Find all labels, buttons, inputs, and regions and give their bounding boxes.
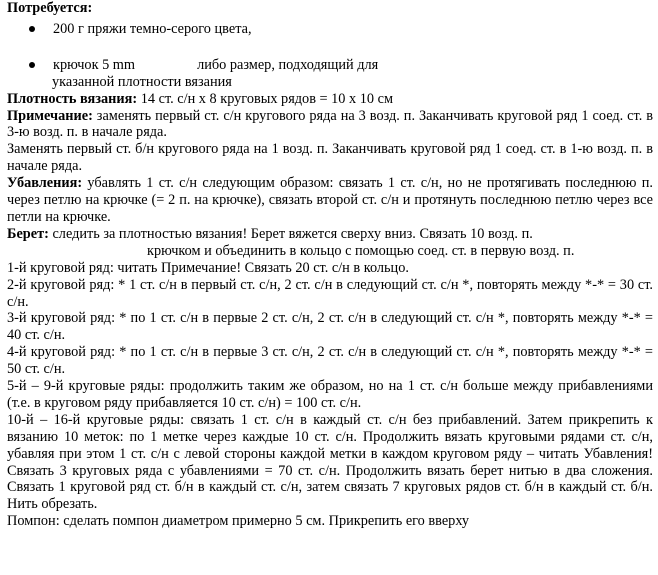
beret-text-2: крючком и объединить в кольцо с помощью соед. ст. в первую возд. п.	[147, 242, 575, 259]
materials-item-hook-size: крючок 5 mm	[53, 56, 136, 73]
row-3: 3-й круговой ряд: * по 1 ст. с/н в первые 2 ст. с/н, 2 ст. с/н в следующий ст. с/н *, повторять между *-* = 40 ст. с/н.	[7, 310, 653, 344]
decrease-paragraph	[7, 175, 653, 226]
row-10-16: 10-й – 16-й круговые ряды: связать 1 ст. с/н в каждый ст. с/н без прибавлений. Затем прикрепить к вязанию 10 меток: по 1 метке через каждые 10 ст. с/н. Продолжить вязать круговыми рядами ст. с/н, убавляя при этом 1 ст. с/н с левой стороны каждой метки в каждом круговом ряду – читать Убавления! Связать 3 круговых ряда с убавлениями = 70 ст. с/н. Продолжить вязать берет нитью в два сложения. Связать 1 круговой ряд ст. б/н в каждый ст. с/н, затем связать 7 круговых рядов ст. б/н в каждый ст. б/н. Нить обрезать.	[7, 411, 653, 513]
materials-list	[7, 21, 653, 91]
decrease-text: убавлять 1 ст. с/н следующим образом: связать 1 ст. с/н, но не протягивать последнюю п. через петлю на крючке (= 2 п. на крючке), связать второй ст. с/н и протянуть последнюю петлю через все петли на крючке.	[7, 175, 653, 225]
beret-text-1: следить за плотностью вязания! Берет вяжется сверху вниз. Связать 10 возд. п.	[48, 225, 533, 242]
pompom-paragraph: Помпон: сделать помпон диаметром примерно 5 см. Прикрепить его вверху	[7, 513, 470, 530]
row-2: 2-й круговой ряд: * 1 ст. с/н в первый ст. с/н, 2 ст. с/н в следующий ст. с/н *, повторять между *-* = 30 ст. с/н.	[7, 276, 653, 310]
materials-item-hook-alt: либо размер, подходящий для	[197, 56, 379, 73]
gauge-paragraph	[7, 91, 653, 108]
note-paragraph-2: Заменять первый ст. б/н кругового ряда на 1 возд. п. Заканчивать круговой ряд 1 соед. ст. в 1-ю возд. п. в начале ряда.	[7, 141, 653, 175]
row-5-9: 5-й – 9-й круговые ряды: продолжить таким же образом, но на 1 ст. с/н больше между прибавлениями (т.е. в круговом ряду прибавляется 10 ст. с/н) = 100 ст. с/н.	[7, 378, 653, 411]
note-paragraph	[7, 108, 653, 142]
decrease-label: Убавления:	[7, 175, 83, 192]
materials-item-hook-cont: указанной плотности вязания	[52, 73, 232, 90]
row-1: 1-й круговой ряд: читать Примечание! Связать 20 ст. с/н в кольцо.	[7, 259, 409, 276]
note-text-1: заменять первый ст. с/н кругового ряда на 3 возд. п. Заканчивать круговой ряд 1 соед. ст. в 3-ю возд. п. в начале ряда.	[7, 107, 653, 141]
materials-item-yarn-text: 200 г пряжи темно-серого цвета,	[53, 20, 252, 37]
pattern-document	[7, 0, 653, 530]
note-label: Примечание:	[7, 107, 93, 124]
gauge-text: 14 ст. с/н х 8 круговых рядов = 10 х 10 см	[137, 90, 394, 107]
gauge-label: Плотность вязания:	[7, 90, 138, 107]
row-4: 4-й круговой ряд: * по 1 ст. с/н в первые 3 ст. с/н, 2 ст. с/н в следующий ст. с/н *, повторять между *-* = 50 ст. с/н.	[7, 344, 653, 378]
beret-paragraph	[7, 226, 653, 260]
materials-item-yarn	[7, 21, 653, 38]
materials-item-hook	[7, 57, 653, 91]
materials-title: Потребуется:	[7, 0, 93, 16]
beret-label: Берет:	[7, 225, 49, 242]
